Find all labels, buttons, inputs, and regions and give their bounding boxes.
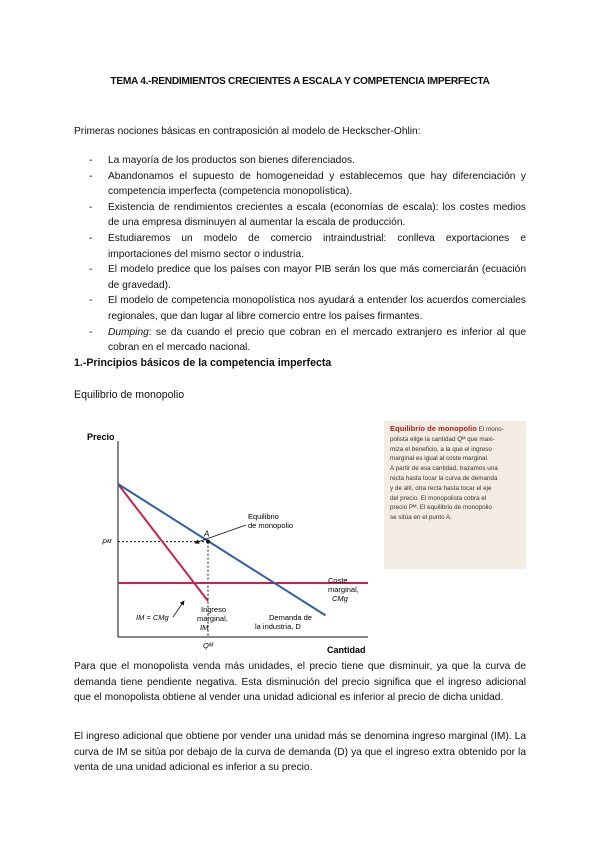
intro-paragraph: Primeras nociones básicas en contraposición al modelo de Heckscher-Ohlin: <box>74 126 421 137</box>
caption-line: se sitúa en el punto A. <box>390 514 452 522</box>
mr-label-line2: marginal, <box>197 614 228 623</box>
body-paragraph-2: El ingreso adicional que obtiene por vender una unidad más se denomina ingreso marginal (IM). La curva de IM se sitúa por debajo de la curva de demanda (D) ya que el ingreso extra obtenido por la venta de una unidad adicional es inferior a su precio. <box>74 731 526 774</box>
list-item: - Dumping: se da cuando el precio que cobran en el mercado extranjero es inferior al que cobran en el mercado nacional. <box>89 326 526 354</box>
bullet-text: Estudiaremos un modelo de comercio intraindustrial: conlleva exportaciones e importaciones del mismo sector o industria. <box>108 232 526 260</box>
demand-label-line2: la industria, D <box>255 622 301 631</box>
bullet-text: El modelo de competencia monopolística nos ayudará a entender los acuerdos comerciales regionales, que dan lugar al libre comercio entre los países firmantes. <box>108 295 526 322</box>
caption-line: miza el beneficio, a la que el ingreso <box>390 445 492 453</box>
bullet-text: Existencia de rendimientos crecientes a escala (economías de escala): los costes medios de una empresa disminuyen al aumentar la escala de producción. <box>108 201 526 229</box>
demand-curve <box>118 484 326 615</box>
cost-label-line2: marginal, <box>328 585 359 594</box>
price-tick-label: Pᴹ <box>102 537 112 547</box>
caption-line: precio Pᴹ. El equilibrio de monopolio <box>390 504 492 512</box>
y-axis-label: Precio <box>87 432 115 442</box>
bullet-list <box>74 153 526 356</box>
equilibrium-point <box>206 540 210 544</box>
caption-line: del precio. El monopolista cobra el <box>390 494 487 502</box>
bullet-text: La mayoría de los productos son bienes diferenciados. <box>108 155 355 166</box>
figure-caption <box>384 421 526 569</box>
dumping-term: Dumping <box>108 326 149 338</box>
mr-label-line3: IM <box>200 623 209 632</box>
x-axis-label: Cantidad <box>327 645 366 655</box>
equilibrium-arrow <box>195 525 246 543</box>
document-title: TEMA 4.-RENDIMIENTOS CRECIENTES A ESCALA Y COMPETENCIA IMPERFECTA <box>110 76 490 87</box>
cost-label-line1: Coste <box>328 576 348 585</box>
caption-line: polista elige la cantidad Qᴹ que maxi- <box>390 435 495 443</box>
list-item: - El modelo predice que los países con mayor PIB serán los que más comerciarán (ecuación de gravedad). <box>89 264 526 291</box>
point-a-label: A <box>204 529 210 539</box>
demand-label-line1: Demanda de <box>269 613 312 622</box>
caption-line: El mono- <box>478 426 504 433</box>
mr-equals-mc-label: IM = CMg <box>136 613 169 622</box>
caption-line: A partir de esa cantidad, trazamos una <box>390 465 498 473</box>
subsection-heading: Equilibrio de monopolio <box>74 389 185 401</box>
caption-line: marginal es igual al coste marginal. <box>390 455 489 463</box>
bullet-text: El modelo predice que los países con mayor PIB serán los que más comerciarán (ecuación de gravedad). <box>108 264 526 291</box>
monopoly-chart <box>74 421 384 657</box>
equilibrium-label-line2: de monopolio <box>248 521 294 530</box>
list-item: - El modelo de competencia monopolística nos ayudará a entender los acuerdos comerciales regionales, que dan lugar al libre comercio entre los países firmantes. <box>89 295 526 322</box>
body-paragraph-1: Para que el monopolista venda más unidades, el precio tiene que disminuir, ya que la curva de demanda tiene pendiente negativa. Esta disminución del precio significa que el ingreso adicional que el monopolista obtiene al vender una unidad adicional es inferior al precio de dicha unidad. <box>74 661 526 704</box>
caption-title: Equilibrio de monopolio <box>390 424 477 433</box>
list-item: - Existencia de rendimientos crecientes a escala (economías de escala): los costes medios de una empresa disminuyen al aumentar la escala de producción. <box>89 201 526 229</box>
section-heading: 1.-Principios básicos de la competencia imperfecta <box>74 357 332 369</box>
cost-label-line3: CMg <box>332 594 348 603</box>
chart-panel <box>74 421 384 657</box>
equilibrium-label-line1: Equilibrio <box>248 512 279 521</box>
list-item: - La mayoría de los productos son bienes diferenciados. <box>89 155 355 166</box>
intersection-arrow <box>173 601 184 617</box>
monopoly-figure <box>74 421 526 657</box>
bullet-text: Abandonamos el supuesto de homogeneidad y establecemos que hay diferenciación y competencia imperfecta (competencia monopolística). <box>108 170 526 198</box>
list-item: - Estudiaremos un modelo de comercio intraindustrial: conlleva exportaciones e importaciones del mismo sector o industria. <box>89 232 526 260</box>
caption-line: recta hasta tocar la curva de demanda <box>390 474 498 482</box>
caption-line: y de allí, otra recta hasta tocar el eje <box>390 484 492 492</box>
mr-label-line1: Ingreso <box>201 605 227 614</box>
list-item: - Abandonamos el supuesto de homogeneidad y establecemos que hay diferenciación y competencia imperfecta (competencia monopolística). <box>89 170 526 198</box>
bullet-text: : se da cuando el precio que cobran en el mercado extranjero es inferior al que cobran en el mercado nacional. <box>108 326 526 354</box>
quantity-tick-label: Qᴹ <box>203 641 213 650</box>
